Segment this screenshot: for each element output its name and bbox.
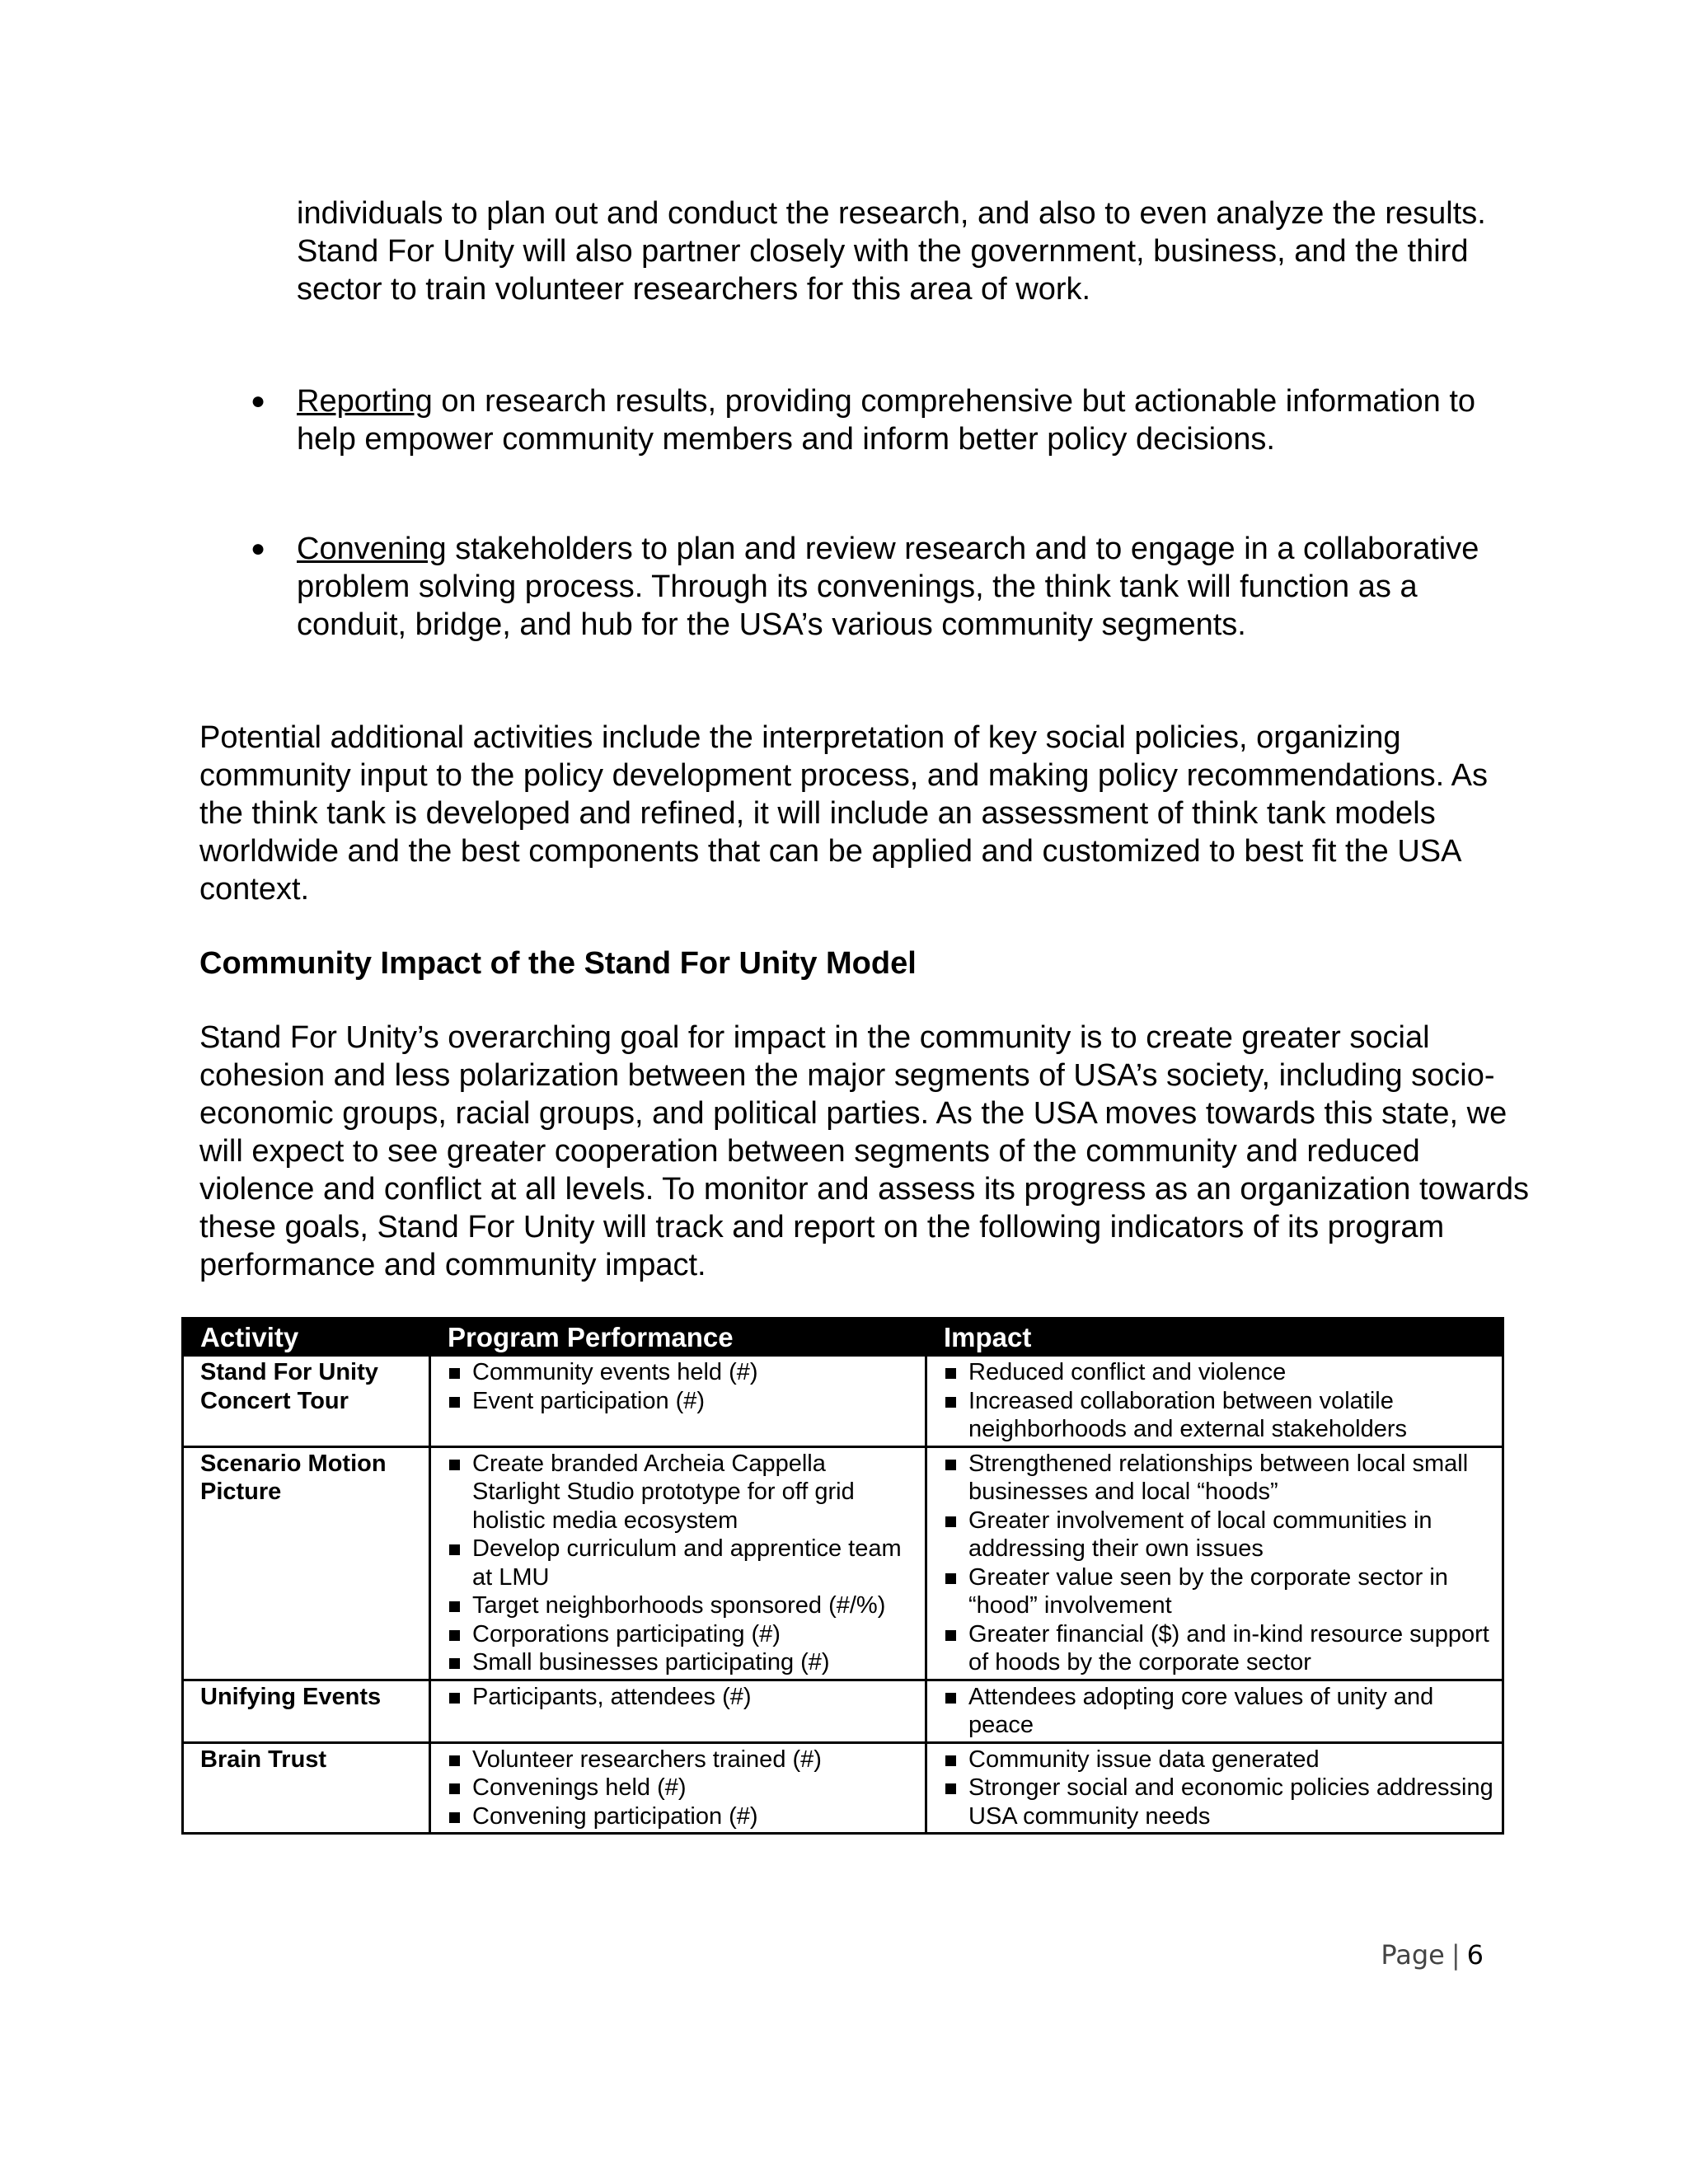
performance-cell [430,1446,926,1680]
impact-cell [926,1680,1503,1742]
paragraph-impact-goal: Stand For Unity’s overarching goal for impact in the community is to create greater social cohesion and less polarization between the major segments of USA’s society, including socio-economic groups, racial groups, and political parties. As the USA moves towards this state, we will expect to see greater cooperation between segments of the community and reduced violence and conflict at all levels. To monitor and assess its progress as an organization towards these goals, Stand For Unity will track and report on the following indicators of its program performance and community impact. [199,1020,1530,1282]
bullet-reporting [250,382,1533,458]
list-item: Convenings held (#) [448,1774,918,1802]
list-item: Develop curriculum and apprentice team at LMU [448,1535,918,1591]
list-item: Target neighborhoods sponsored (#/%) [448,1591,918,1620]
section-heading: Community Impact of the Stand For Unity Model [199,946,917,981]
table-header-row [183,1319,1503,1356]
paragraph-additional-activities: Potential additional activities include the interpretation of key social policies, organizing community input to the policy development process, and making policy recommendations. As the think tank is developed and refined, it will include an assessment of think tank models worldwide and the best components that can be applied and customized to best fit the USA context. [199,720,1489,907]
continuation-text [297,194,1533,308]
list-item: Create branded Archeia Cappella Starlight Studio prototype for off grid holistic media ecosystem [448,1450,918,1535]
bullet-text-convening: stakeholders to plan and review research and to engage in a collaborative problem solving process. Through its convenings, the think tank will function as a conduit, bridge, and hub for the USA’s various community segments. [297,532,1479,642]
bullet-lead-convening: Convening [297,532,447,566]
bullet-marker-icon: ● [250,535,266,562]
header-program-performance: Program Performance [430,1319,926,1356]
performance-cell [430,1680,926,1742]
table-row [183,1680,1503,1742]
list-item: Stronger social and economic policies addressing USA community needs [944,1774,1495,1830]
continuation-line-1: individuals to plan out and conduct the research, and also to even analyze the results. [297,196,1486,231]
table-row [183,1446,1503,1680]
list-item: Community issue data generated [944,1746,1495,1774]
header-impact: Impact [926,1319,1503,1356]
bullet-convening [250,530,1533,644]
list-item: Participants, attendees (#) [448,1683,918,1712]
list-item: Greater involvement of local communities in addressing their own issues [944,1507,1495,1563]
activity-cell: Scenario Motion Picture [183,1446,430,1680]
impact-cell [926,1742,1503,1834]
list-item: Community events held (#) [448,1358,918,1387]
page-number: 6 [1466,1939,1484,1971]
bullet-marker-icon: ● [250,387,266,415]
table-row [183,1742,1503,1834]
page-separator: | [1451,1939,1461,1971]
list-item: Small businesses participating (#) [448,1648,918,1677]
header-activity: Activity [183,1319,430,1356]
list-item: Greater financial ($) and in-kind resource support of hoods by the corporate sector [944,1620,1495,1677]
list-item: Event participation (#) [448,1387,918,1416]
list-item: Reduced conflict and violence [944,1358,1495,1387]
list-item: Volunteer researchers trained (#) [448,1746,918,1774]
activity-cell: Brain Trust [183,1742,430,1834]
continuation-line-2: Stand For Unity will also partner closely with the government, business, and the third sector to train volunteer researchers for this area of work. [297,234,1469,307]
performance-cell [430,1742,926,1834]
list-item: Increased collaboration between volatile neighborhoods and external stakeholders [944,1387,1495,1444]
activity-cell: Stand For Unity Concert Tour [183,1356,430,1447]
impact-cell [926,1446,1503,1680]
page-label: Page [1381,1939,1445,1971]
page-footer [1381,1938,1484,1971]
table-row [183,1356,1503,1447]
list-item: Convening participation (#) [448,1802,918,1831]
list-item: Greater value seen by the corporate sector in “hood” involvement [944,1563,1495,1620]
activity-cell: Unifying Events [183,1680,430,1742]
bullet-lead-reporting: Reporting [297,384,433,419]
indicators-table [181,1317,1504,1835]
bullet-text-reporting: on research results, providing comprehensive but actionable information to help empower community members and inform better policy decisions. [297,384,1476,457]
list-item: Attendees adopting core values of unity and peace [944,1683,1495,1740]
performance-cell [430,1356,926,1447]
list-item: Corporations participating (#) [448,1620,918,1649]
impact-cell [926,1356,1503,1447]
list-item: Strengthened relationships between local small businesses and local “hoods” [944,1450,1495,1507]
